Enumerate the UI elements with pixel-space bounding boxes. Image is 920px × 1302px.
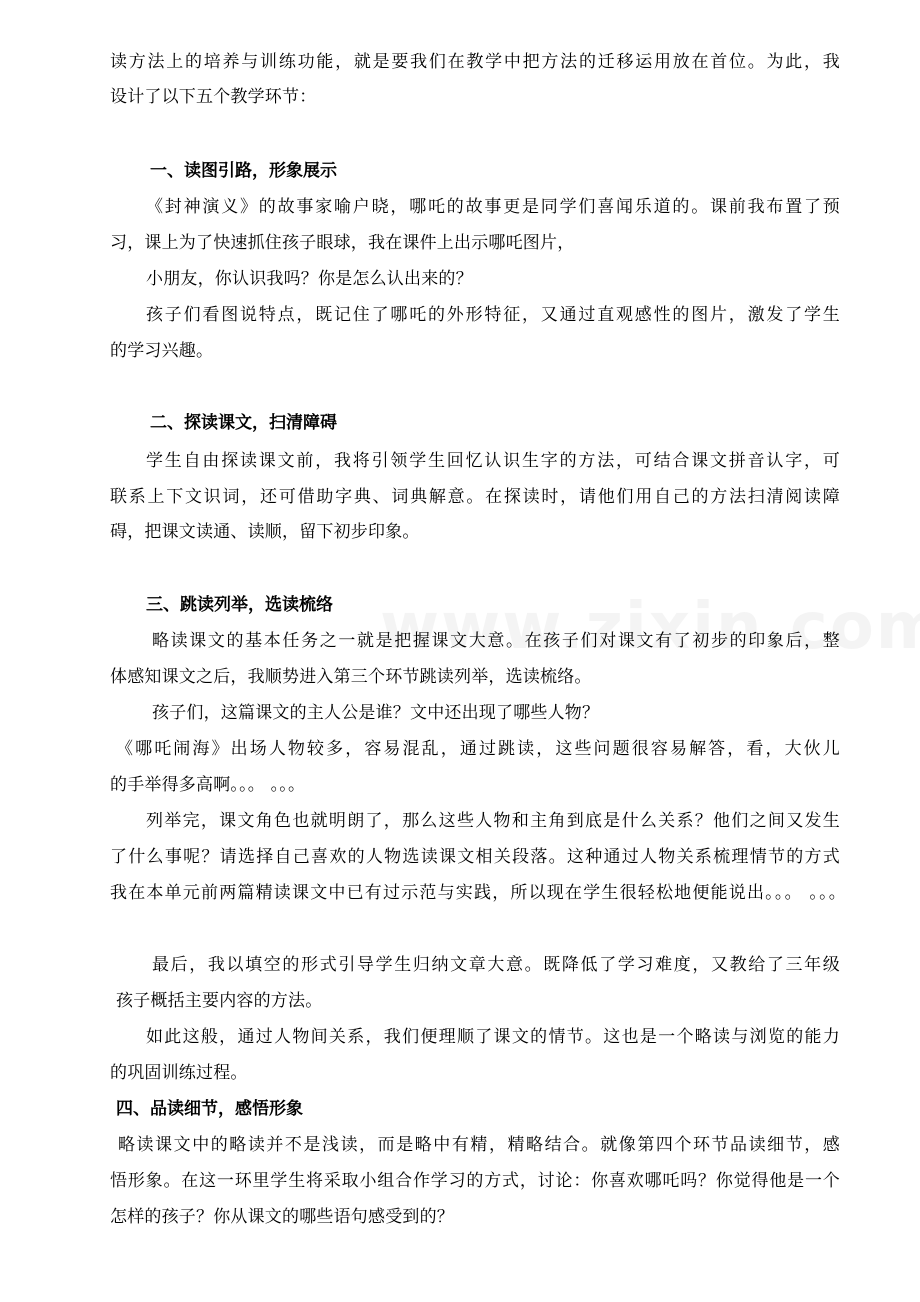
paragraph-line: 读方法上的培养与训练功能，就是要我们在教学中把方法的迁移运用放在首位。为此，我 <box>110 52 840 72</box>
section-heading: 三、跳读列举，选读梳络 <box>146 595 333 615</box>
paragraph-line: 略读课文的基本任务之一就是把握课文大意。在孩子们对课文有了初步的印象后，整 <box>152 631 840 651</box>
section-heading: 一、读图引路，形象展示 <box>150 161 337 181</box>
paragraph-line: 联系上下文识词，还可借助字典、词典解意。在探读时，请他们用自己的方法扫清阅读障 <box>110 487 840 507</box>
paragraph-line: 悟形象。在这一环里学生将采取小组合作学习的方式，讨论：你喜欢哪吒吗？你觉得他是一个 <box>110 1171 840 1191</box>
paragraph-line: 如此这般，通过人物间关系，我们便理顺了课文的情节。这也是一个略读与浏览的能力 <box>146 1027 840 1047</box>
section-heading: 四、品读细节，感悟形象 <box>116 1099 303 1119</box>
paragraph-line: 设计了以下五个教学环节： <box>110 87 317 107</box>
paragraph-line: 习，课上为了快速抓住孩子眼球，我在课件上出示哪吒图片， <box>110 233 575 253</box>
paragraph-line: 学生自由探读课文前，我将引领学生回忆认识生字的方法，可结合课文拼音认字，可 <box>146 451 840 471</box>
paragraph-line: 孩子们看图说特点，既记住了哪吒的外形特征，又通过直观感性的图片，激发了学生 <box>146 305 840 325</box>
paragraph-line: 的学习兴趣。 <box>110 341 214 361</box>
paragraph-line: 的巩固训练过程。 <box>110 1063 248 1083</box>
paragraph-line: 列举完，课文角色也就明朗了，那么这些人物和主角到底是什么关系？他们之间又发生 <box>146 811 840 831</box>
paragraph-line: 最后，我以填空的形式引导学生归纳文章大意。既降低了学习难度，又教给了三年级 <box>152 955 840 975</box>
paragraph-line: 《封神演义》的故事家喻户晓，哪吒的故事更是同学们喜闻乐道的。课前我布置了预 <box>146 197 840 217</box>
paragraph-line: 孩子们，这篇课文的主人公是谁？文中还出现了哪些人物？ <box>152 703 600 723</box>
paragraph-line: 碍，把课文读通、读顺，留下初步印象。 <box>110 522 420 542</box>
section-heading: 二、探读课文，扫清障碍 <box>150 413 337 433</box>
paragraph-line: 的手举得多高啊。。。 。。。 <box>110 775 306 795</box>
paragraph-line: 《哪吒闹海》出场人物较多，容易混乱，通过跳读，这些问题很容易解答，看，大伙儿 <box>116 739 840 759</box>
paragraph-line: 了什么事呢？请选择自己喜欢的人物选读课文相关段落。这种通过人物关系梳理情节的方式 <box>110 847 840 867</box>
paragraph-line: 略读课文中的略读并不是浅读，而是略中有精，精略结合。就像第四个环节品读细节，感 <box>118 1135 840 1155</box>
paragraph-line: 孩子概括主要内容的方法。 <box>116 991 323 1011</box>
paragraph-line: 怎样的孩子？你从课文的哪些语句感受到的？ <box>110 1207 454 1227</box>
paragraph-line: 我在本单元前两篇精读课文中已有过示范与实践，所以现在学生很轻松地便能说出。。。 。。。 <box>110 883 846 903</box>
watermark <box>380 590 920 664</box>
paragraph-line: 小朋友，你认识我吗？你是怎么认出来的？ <box>146 269 473 289</box>
paragraph-line: 体感知课文之后，我顺势进入第三个环节跳读列举，选读梳络。 <box>110 667 592 687</box>
